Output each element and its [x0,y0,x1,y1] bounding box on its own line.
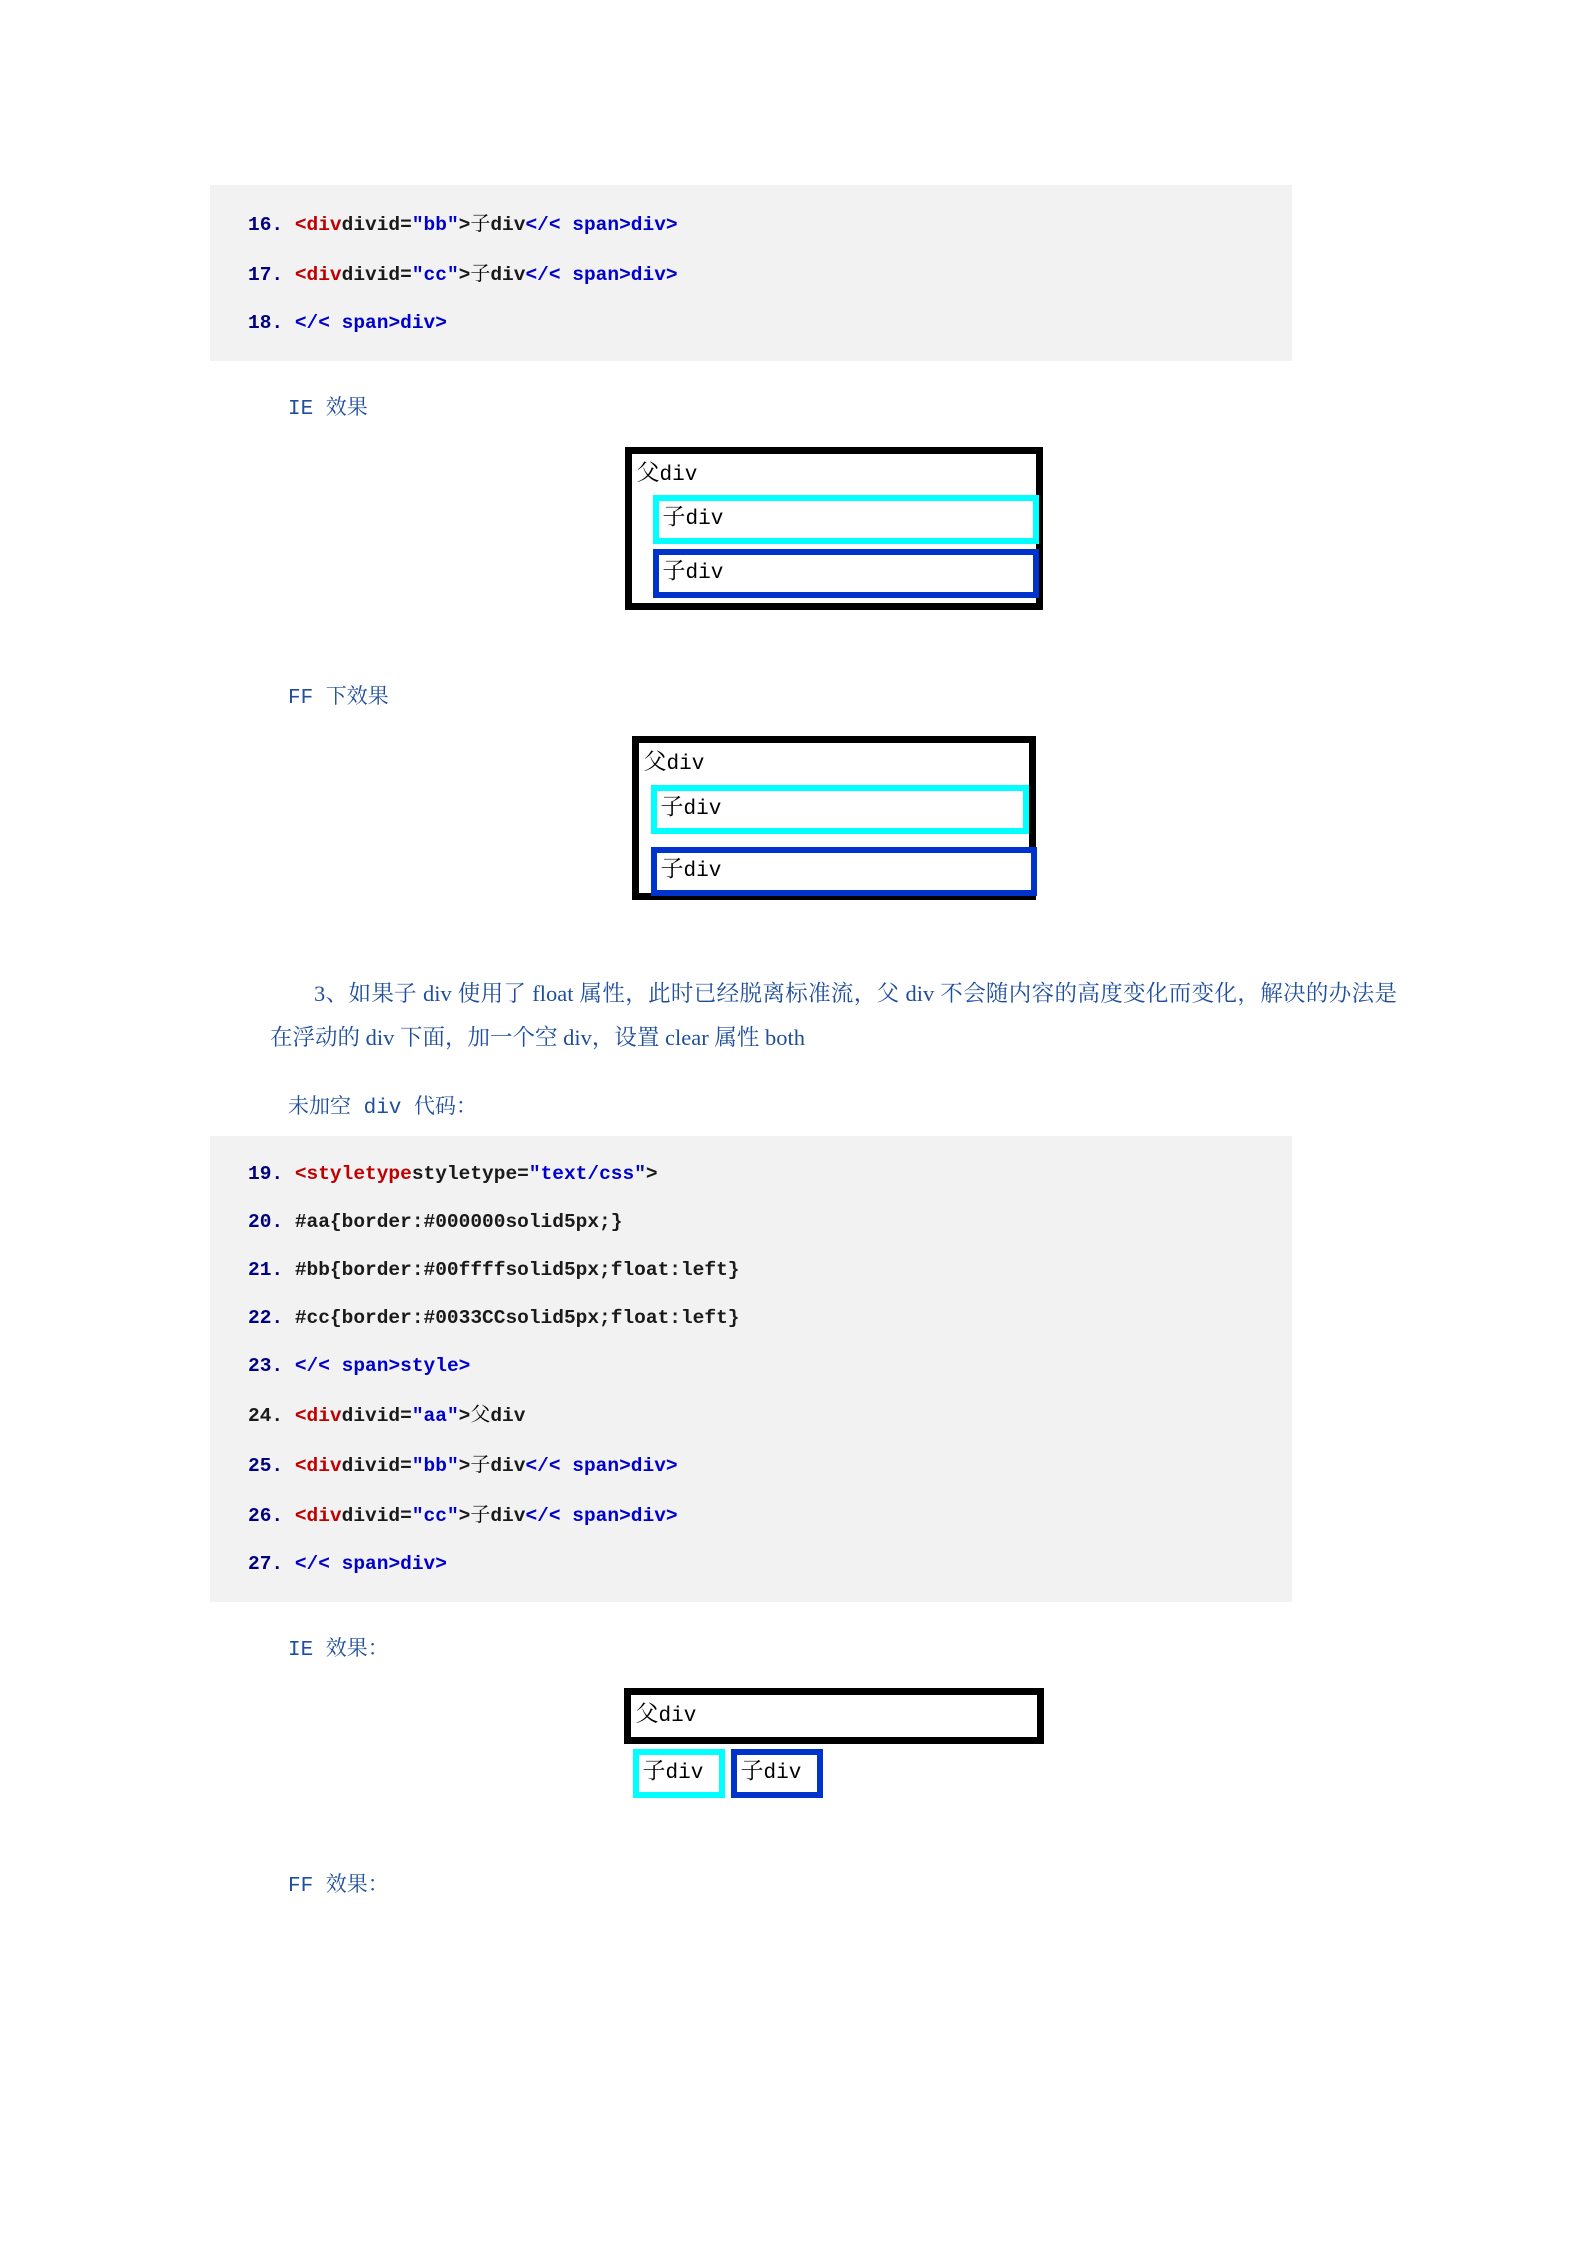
code-token: div> [630,264,678,286]
code-token: </ [294,312,319,334]
code-token: div [341,1405,377,1427]
code-line-number: 16. [248,214,295,236]
code-token: div [341,214,377,236]
code-token: div> [400,312,447,334]
code-token: div [306,1405,342,1427]
caption-ff-effect-1 [288,680,1397,710]
parent-div-label: 父div [635,1701,697,1728]
child-div-blue [653,549,1039,598]
caption-ie-effect-1-text: IE 效果 [288,398,368,421]
child-div-blue [651,847,1037,896]
code-line-number: 18. [248,312,295,334]
code-line [210,1490,1292,1540]
code-token: #aa{border:#000000solid5px;} [294,1211,623,1233]
child-div-label: 子div [660,856,722,883]
code-token: "cc" [411,264,459,286]
code-token: id= [376,1505,412,1527]
code-line [210,1150,1292,1198]
code-token: style [306,1163,366,1185]
parent-div-box [624,1688,1044,1744]
demo-ie-effect-2 [270,1688,1397,1798]
code-token: > [458,1455,471,1477]
code-token: > [645,1163,658,1185]
parent-div-box [625,447,1043,610]
code-token: div [490,1455,526,1477]
code-line-number: 21. [248,1259,295,1281]
code-token: div [341,1455,377,1477]
code-token: </ [525,214,549,236]
code-token: span [572,214,620,236]
code-token: type [365,1163,412,1185]
caption-ff-effect-2 [288,1868,1397,1898]
code-line [210,1390,1292,1440]
code-line [210,1198,1292,1246]
code-line-number: 24. [248,1405,295,1427]
code-token: > [458,1405,471,1427]
code-token: div [490,264,526,286]
code-token: < [294,214,307,236]
code-token: < [548,214,573,236]
demo-ff-effect-1 [270,736,1397,900]
code-line-number: 22. [248,1307,295,1329]
caption-code-label-2 [288,1090,1397,1120]
code-token: < [318,312,342,334]
code-block-lines-16-18 [210,185,1292,361]
parent-div-label: 父div [643,749,705,776]
code-token: > [619,264,631,286]
child-div-label: 子div [642,1758,704,1785]
code-token: div> [400,1553,447,1575]
child-div-cyan [653,495,1039,544]
child-div-label: 子div [740,1758,802,1785]
code-token: "bb" [411,1455,459,1477]
code-line [210,1294,1292,1342]
code-token: > [388,1355,401,1377]
code-token: span [341,312,389,334]
code-token: < [548,264,573,286]
code-token: < [318,1355,342,1377]
code-token: div [490,1405,526,1427]
code-line [210,1246,1292,1294]
child-div-cyan [651,785,1029,834]
code-token: "cc" [411,1505,459,1527]
code-token: type= [470,1163,529,1185]
code-line-number: 23. [248,1355,295,1377]
code-token: > [619,1455,631,1477]
code-token: span [572,264,620,286]
code-token: span [341,1553,389,1575]
code-token: "aa" [411,1405,459,1427]
caption-ie-effect-2 [288,1632,1397,1662]
child-div-label: 子div [662,558,724,585]
code-token: style> [400,1355,471,1377]
caption-ff-effect-2-text: FF 效果： [288,1875,389,1898]
code-token: div [490,1505,526,1527]
code-line [210,249,1292,299]
code-token: div [341,1505,377,1527]
child-div-label: 子div [662,504,724,531]
code-token: < [294,1163,307,1185]
code-token: #cc{border:#0033CCsolid5px;float:left} [294,1307,740,1329]
code-token: div [306,264,342,286]
code-line-number: 20. [248,1211,295,1233]
caption-ie-effect-2-text: IE 效果： [288,1639,389,1662]
code-token: 子 [470,261,491,285]
code-line [210,1540,1292,1588]
code-line-number: 27. [248,1553,295,1575]
parent-div-label: 父div [636,460,698,487]
code-line-number: 17. [248,264,295,286]
code-token: < [548,1455,573,1477]
code-token: div [306,1455,342,1477]
code-token: > [388,1553,401,1575]
code-token: > [458,264,471,286]
code-token: </ [525,264,549,286]
code-token: 子 [470,211,491,235]
code-token: div [341,264,377,286]
code-token: > [458,214,471,236]
child-div-label: 子div [660,794,722,821]
code-token: </ [525,1505,549,1527]
code-line-number: 19. [248,1163,295,1185]
caption-ie-effect-1 [288,391,1397,421]
paragraph-float-explanation [270,972,1397,1060]
code-token: span [341,1355,389,1377]
code-token: id= [376,264,412,286]
caption-ff-effect-1-text: FF 下效果 [288,687,389,710]
caption-code-label-2-text: 未加空 div 代码： [288,1097,478,1120]
code-line [210,1440,1292,1490]
code-token: "text/css" [528,1163,646,1185]
code-token: </ [525,1455,549,1477]
code-token: > [458,1505,471,1527]
code-token: < [294,1505,307,1527]
code-token: > [388,312,401,334]
code-token: div> [630,1505,678,1527]
floated-children-row [633,1749,1044,1798]
code-line-number: 25. [248,1455,295,1477]
code-token: > [619,1505,631,1527]
code-token: div [306,214,342,236]
code-token: id= [376,1405,412,1427]
parent-div-box [632,736,1036,900]
code-token: span [572,1455,620,1477]
code-token: div> [630,214,678,236]
code-token: span [572,1505,620,1527]
code-token: < [294,1405,307,1427]
code-line [210,1342,1292,1390]
code-token: < [548,1505,573,1527]
code-line [210,199,1292,249]
child-div-blue [731,1749,823,1798]
code-token: id= [376,1455,412,1477]
code-block-lines-19-27 [210,1136,1292,1602]
code-token: </ [294,1355,319,1377]
code-token: div> [630,1455,678,1477]
demo-ie-effect-1 [270,447,1397,610]
code-token: style [411,1163,471,1185]
code-token: < [318,1553,342,1575]
code-line-number: 26. [248,1505,295,1527]
code-token: > [619,214,631,236]
code-token: 子 [470,1452,491,1476]
code-token: "bb" [411,214,459,236]
code-line [210,299,1292,347]
code-token: < [294,264,307,286]
code-token: 父 [470,1402,491,1426]
code-token: id= [376,214,412,236]
code-token: </ [294,1553,319,1575]
code-token: div [306,1505,342,1527]
paragraph-text: 3、如果子 div 使用了 float 属性，此时已经脱离标准流，父 div 不会随内容的高度变化而变化，解决的办法是在浮动的 div 下面，加一个空 div，设置 clear 属性 both [270,981,1397,1050]
code-token: #bb{border:#00ffffsolid5px;float:left} [294,1259,740,1281]
child-div-cyan [633,1749,725,1798]
code-token: 子 [470,1502,491,1526]
code-token: div [490,214,526,236]
code-token: < [294,1455,307,1477]
